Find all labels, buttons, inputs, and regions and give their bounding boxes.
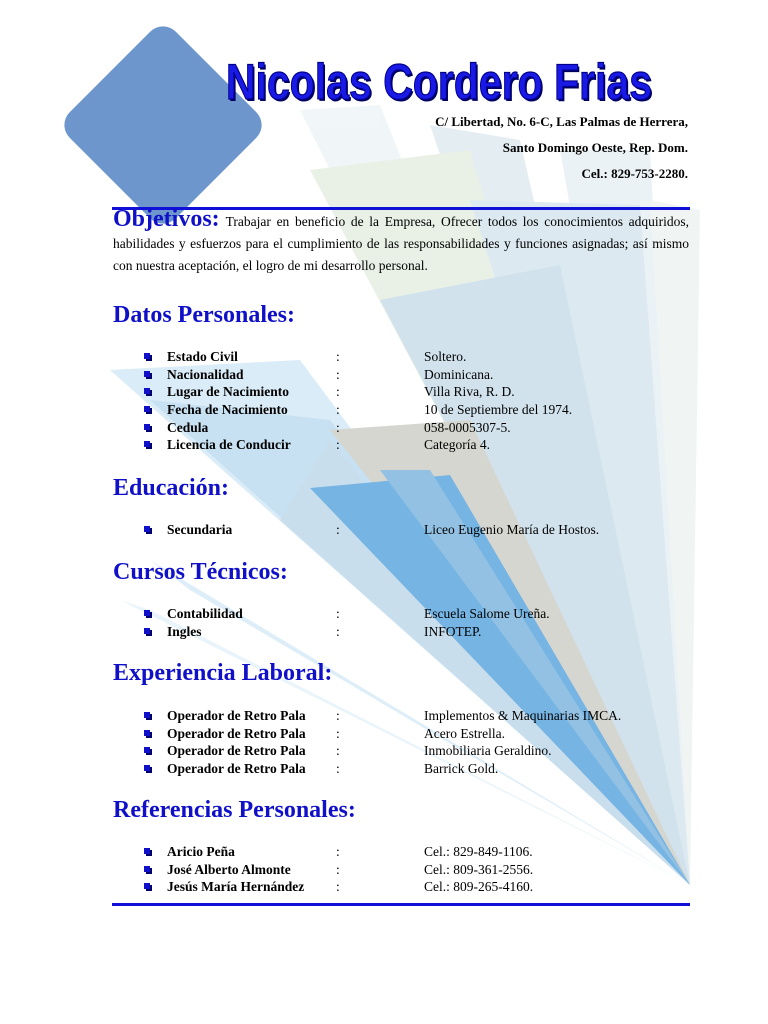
item-value: Liceo Eugenio María de Hostos. xyxy=(424,522,600,537)
list-item xyxy=(144,742,704,760)
section-title-educacion: Educación: xyxy=(113,475,230,501)
item-label: Licencia de Conducir xyxy=(167,437,291,453)
item-label: Operador de Retro Pala xyxy=(167,761,306,777)
list-item xyxy=(144,843,704,861)
list-item xyxy=(144,878,704,896)
item-separator: : xyxy=(336,522,340,537)
square-bullet-icon xyxy=(144,371,152,379)
item-label: Jesús María Hernández xyxy=(167,879,305,895)
datos-personales-list xyxy=(144,348,704,454)
item-value: Soltero. xyxy=(424,349,467,364)
square-bullet-icon xyxy=(144,526,152,534)
address-line-1: C/ Libertad, No. 6-C, Las Palmas de Herrera, xyxy=(435,114,688,129)
address-line-2: Santo Domingo Oeste, Rep. Dom. xyxy=(502,140,688,155)
list-item xyxy=(144,521,704,539)
bottom-rule xyxy=(112,903,690,906)
list-item xyxy=(144,436,704,454)
list-item xyxy=(144,725,704,743)
square-bullet-icon xyxy=(144,441,152,449)
item-label: Operador de Retro Pala xyxy=(167,708,306,723)
item-value: Cel.: 829-849-1106. xyxy=(424,844,533,859)
educacion-list xyxy=(144,521,704,539)
item-separator: : xyxy=(336,743,340,759)
item-value: Escuela Salome Ureña. xyxy=(424,606,550,621)
item-separator: : xyxy=(336,402,340,418)
referencias-personales-list xyxy=(144,843,704,896)
square-bullet-icon xyxy=(144,424,152,432)
list-item xyxy=(144,401,704,419)
square-bullet-icon xyxy=(144,353,152,361)
item-separator: : xyxy=(336,606,340,621)
item-separator: : xyxy=(336,384,340,400)
item-label: Cedula xyxy=(167,419,209,435)
square-bullet-icon xyxy=(144,848,152,856)
list-item xyxy=(144,605,704,623)
square-bullet-icon xyxy=(144,883,152,891)
item-separator: : xyxy=(336,861,340,877)
item-value: Acero Estrella. xyxy=(424,725,505,741)
item-value: 10 de Septiembre del 1974. xyxy=(424,402,573,418)
item-separator: : xyxy=(336,879,340,895)
item-value: Inmobiliaria Geraldino. xyxy=(424,743,552,759)
item-label: Secundaria xyxy=(167,522,233,537)
list-item xyxy=(144,760,704,778)
square-bullet-icon xyxy=(144,628,152,636)
section-title-experiencia-laboral: Experiencia Laboral: xyxy=(113,660,333,686)
candidate-name: Nicolas Cordero Frias xyxy=(226,54,653,110)
square-bullet-icon xyxy=(144,866,152,874)
item-separator: : xyxy=(336,623,340,639)
square-bullet-icon xyxy=(144,406,152,414)
square-bullet-icon xyxy=(144,712,152,720)
item-label: Ingles xyxy=(167,623,202,639)
item-value: Implementos & Maquinarias IMCA. xyxy=(424,708,622,723)
experiencia-laboral-list xyxy=(144,707,704,778)
item-value: Barrick Gold. xyxy=(424,761,499,777)
item-separator: : xyxy=(336,725,340,741)
item-label: José Alberto Almonte xyxy=(167,861,291,877)
section-title-cursos-tecnicos: Cursos Técnicos: xyxy=(113,559,288,585)
list-item xyxy=(144,366,704,384)
item-separator: : xyxy=(336,366,340,382)
item-value: Cel.: 809-361-2556. xyxy=(424,861,534,877)
section-title-referencias-personales: Referencias Personales: xyxy=(113,797,356,823)
list-item xyxy=(144,707,704,725)
item-label: Nacionalidad xyxy=(167,366,244,382)
square-bullet-icon xyxy=(144,747,152,755)
list-item xyxy=(144,348,704,366)
item-value: Cel.: 809-265-4160. xyxy=(424,879,534,895)
item-label: Estado Civil xyxy=(167,349,238,364)
list-item xyxy=(144,383,704,401)
item-label: Fecha de Nacimiento xyxy=(167,402,288,418)
objetivos-text: Trabajar en beneficio de la Empresa, Ofrecer todos los conocimientos adquiridos, habilidades y esfuerzos para el cumplimiento de las responsabilidades y funciones asignadas; así mismo con nuestra aceptación, el logro de mi desarrollo personal. xyxy=(113,214,689,273)
list-item xyxy=(144,861,704,879)
phone-number: Cel.: 829-753-2280. xyxy=(581,166,688,181)
objetivos-title: Objetivos: xyxy=(113,206,220,232)
item-label: Operador de Retro Pala xyxy=(167,725,306,741)
objetivos-paragraph xyxy=(113,208,689,277)
square-bullet-icon xyxy=(144,388,152,396)
square-bullet-icon xyxy=(144,730,152,738)
item-value: 058-0005307-5. xyxy=(424,419,511,435)
item-separator: : xyxy=(336,349,340,364)
square-bullet-icon xyxy=(144,765,152,773)
item-label: Contabilidad xyxy=(167,606,243,621)
item-value: Categoría 4. xyxy=(424,437,490,453)
cursos-tecnicos-list xyxy=(144,605,704,640)
item-separator: : xyxy=(336,844,340,859)
item-separator: : xyxy=(336,437,340,453)
item-label: Aricio Peña xyxy=(167,844,235,859)
list-item xyxy=(144,623,704,641)
square-bullet-icon xyxy=(144,610,152,618)
item-value: Dominicana. xyxy=(424,366,494,382)
section-title-datos-personales: Datos Personales: xyxy=(113,302,295,328)
item-value: Villa Riva, R. D. xyxy=(424,384,515,400)
item-label: Lugar de Nacimiento xyxy=(167,384,289,400)
item-value: INFOTEP. xyxy=(424,623,482,639)
item-separator: : xyxy=(336,708,340,723)
list-item xyxy=(144,419,704,437)
item-separator: : xyxy=(336,419,340,435)
item-label: Operador de Retro Pala xyxy=(167,743,306,759)
item-separator: : xyxy=(336,761,340,777)
